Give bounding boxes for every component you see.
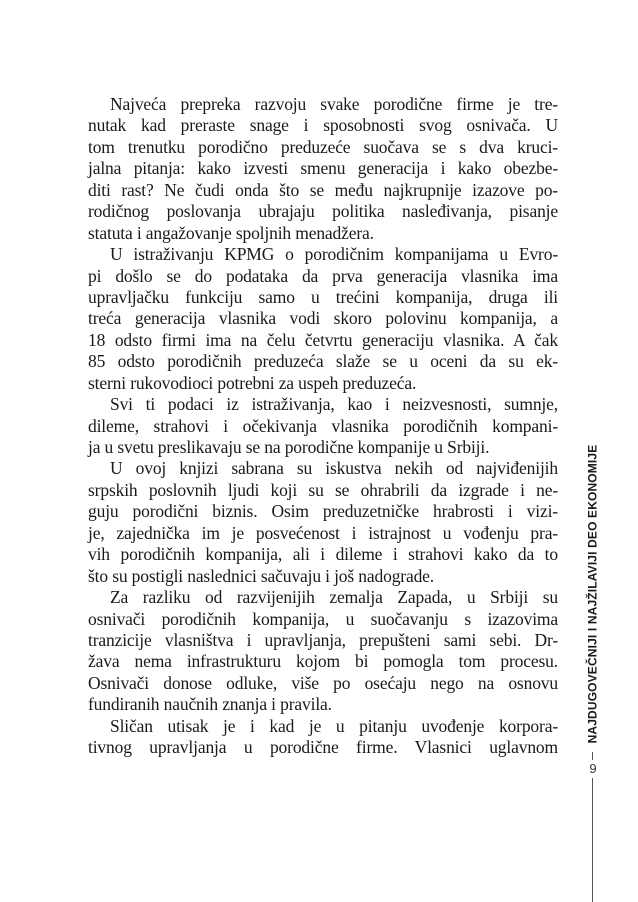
text-line: fundiranih naučnih znanja i pravila. (88, 694, 332, 715)
text-line: jalna pitanja: kako izvesti smenu generacija i kako obezbe- (88, 158, 558, 179)
text-line: guju porodični biznis. Osim preduzetničke hrabrosti i vizi- (88, 501, 558, 522)
text-line: Za razliku od razvijenijih zemalja Zapada, u Srbiji su (110, 587, 558, 608)
text-line: Najveća prepreka razvoju svake porodične firme je tre- (110, 94, 558, 114)
page-number: 9 (589, 761, 597, 776)
running-header-text: NAJDUGOVEČNIJI I NAJŽILAVIJI DEO EKONOMIJE (585, 444, 600, 744)
text-line: treća generacija vlasnika vodi skoro polovinu kompanija, a (88, 308, 558, 329)
text-line: tom trenutku porodično preduzeće suočava se s dva kruci- (88, 136, 558, 157)
text-line: rodičnog poslovanja ubrajaju politika nasleđivanja, pisanje (88, 201, 558, 222)
text-line: dileme, strahovi i očekivanja vlasnika porodičnih kompani- (88, 415, 558, 436)
text-line: srpskih poslovnih ljudi koji su se ohrabrili da izgrade i ne- (88, 479, 558, 500)
side-rule-bottom (592, 778, 593, 902)
text-line: je, zajednička im je posvećenost i istrajnost u vođenju pra- (88, 522, 558, 543)
text-line: osnivači porodičnih kompanija, u suočavanju s izazovima (88, 608, 558, 629)
text-line: upravljačku funkciju samo u trećini kompanija, druga ili (88, 286, 558, 307)
text-line: žava nema infrastrukturu kojom bi pomogla tom procesu. (88, 651, 558, 672)
text-line: 85 odsto porodičnih preduzeća slaže se u oceni da su ek- (88, 351, 558, 372)
text-line: U istraživanju KPMG o porodičnim kompanijama u Evro- (110, 244, 558, 265)
text-line: Svi ti podaci iz istraživanja, kao i neizvesnosti, sumnje, (110, 394, 558, 415)
text-line: tivnog upravljanja u porodične firme. Vlasnici uglavnom (88, 737, 558, 758)
running-header (584, 437, 601, 751)
text-line: statuta i angažovanje spoljnih menadžera. (88, 222, 374, 243)
body-text (88, 94, 558, 759)
text-line: nutak kad preraste snage i sposobnosti svog osnivača. U (88, 115, 558, 136)
text-line: što su postigli naslednici sačuvaju i još nadograde. (88, 565, 435, 586)
text-line: U ovoj knjizi sabrana su iskustva nekih od najviđenijih (110, 458, 558, 479)
text-line: vih porodičnih kompanija, ali i dileme i strahovi kako da to (88, 544, 558, 565)
text-line: 18 odsto firmi ima na čelu četvrtu generaciju vlasnika. A čak (88, 329, 558, 350)
text-line: tranzicije vlasništva i upravljanja, prepušteni sami sebi. Dr- (88, 629, 558, 650)
text-line: sterni rukovodioci potrebni za uspeh preduzeća. (88, 372, 417, 393)
text-line: pi došlo se do podataka da prva generacija vlasnika ima (88, 265, 558, 286)
text-line: Osnivači donose odluke, više po osećaju nego na osnovu (88, 672, 558, 693)
text-line: Sličan utisak je i kad je u pitanju uvođenje korpora- (110, 715, 558, 736)
side-rule-top (592, 752, 593, 760)
text-line: ja u svetu preslikavaju se na porodične kompanije u Srbiji. (88, 437, 490, 457)
text-line: diti rast? Ne čudi onda što se među najkrupnije izazove po- (88, 179, 558, 200)
